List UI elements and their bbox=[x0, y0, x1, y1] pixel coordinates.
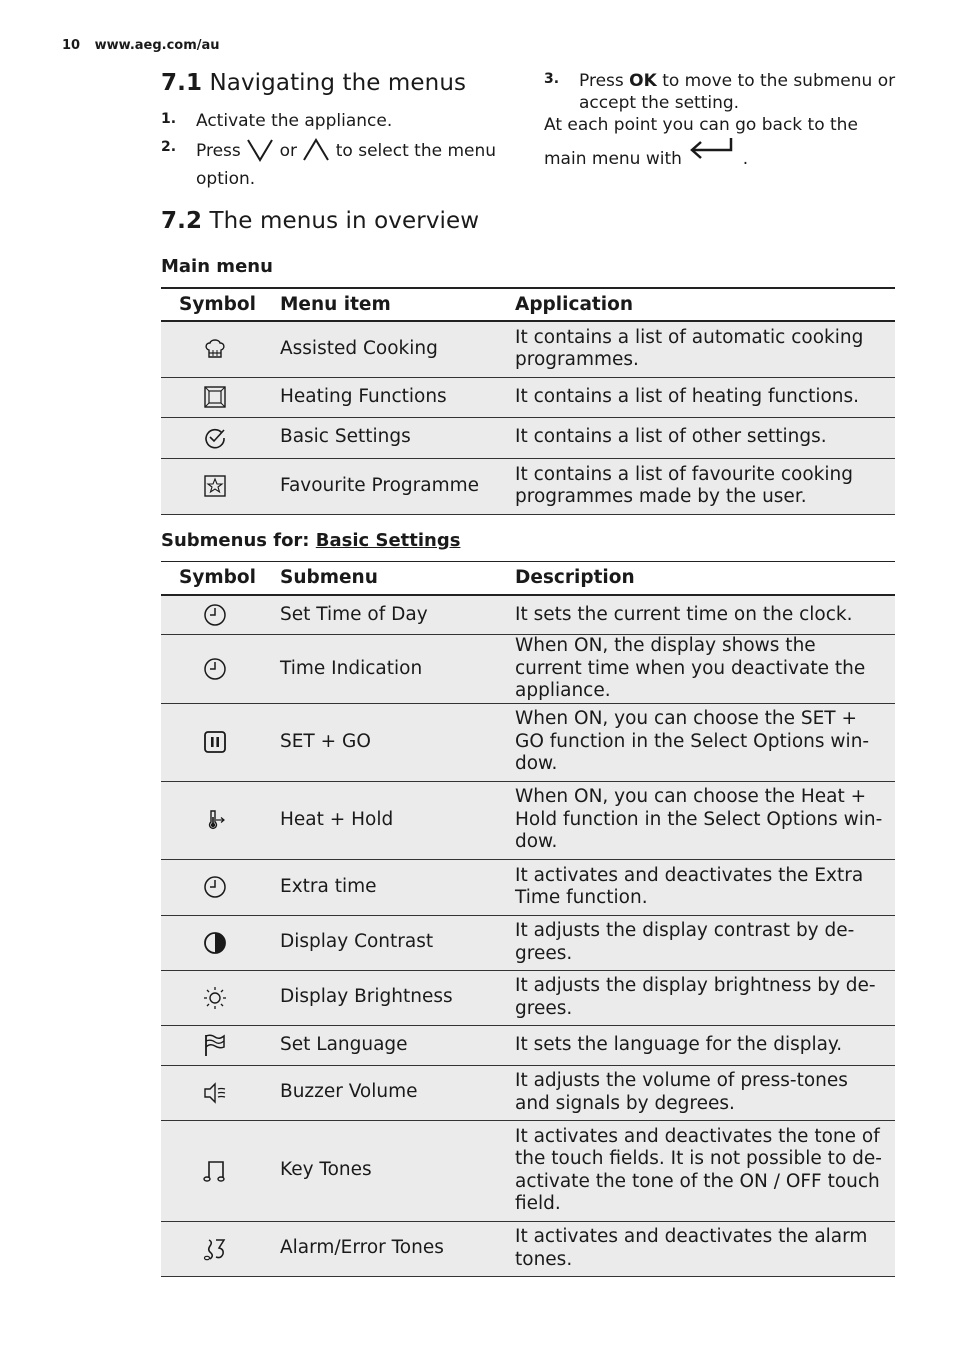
section-title-navigating: 7.1 Navigating the menus bbox=[161, 70, 467, 96]
clock-icon bbox=[202, 874, 228, 900]
table-row bbox=[161, 1065, 895, 1120]
table-row bbox=[161, 970, 895, 1025]
submenu-description: When ON, you can choose the Heat + Hold function in the Select Options win-dow. bbox=[505, 781, 895, 859]
table-row bbox=[161, 1120, 895, 1221]
contrast-icon bbox=[202, 930, 228, 956]
sun-icon bbox=[202, 985, 228, 1011]
page-header bbox=[62, 38, 220, 53]
section-navigating-cont bbox=[544, 70, 904, 176]
chevron-up-icon bbox=[302, 138, 330, 168]
basic-settings-link[interactable]: Basic Settings bbox=[315, 530, 461, 551]
check-circle-icon bbox=[202, 425, 228, 451]
music-note-icon bbox=[202, 1158, 228, 1184]
table-row bbox=[161, 377, 895, 417]
submenu-label: Set Time of Day bbox=[269, 595, 505, 635]
submenu-label: Set Language bbox=[269, 1025, 505, 1065]
submenu-label: Display Brightness bbox=[269, 970, 505, 1025]
table-row bbox=[161, 635, 895, 704]
back-note: At each point you can go back to the main menu with . bbox=[544, 114, 874, 176]
page-number: 10 bbox=[62, 38, 81, 53]
submenu-label: Display Contrast bbox=[269, 915, 505, 970]
submenu-description: It adjusts the display brightness by de-grees. bbox=[505, 970, 895, 1025]
site-url[interactable]: www.aeg.com/au bbox=[94, 38, 220, 53]
submenu-table bbox=[161, 561, 895, 1277]
section-title-overview: 7.2 The menus in overview bbox=[161, 208, 480, 234]
table-row bbox=[161, 417, 895, 458]
table-row bbox=[161, 859, 895, 915]
step-1: 1. Activate the appliance. bbox=[161, 111, 393, 131]
submenu-description: It adjusts the volume of press-tones and signals by degrees. bbox=[505, 1065, 895, 1120]
menu-item-description: It contains a list of heating functions. bbox=[505, 377, 895, 417]
menu-item-label: Assisted Cooking bbox=[269, 321, 505, 377]
submenu-label: Extra time bbox=[269, 859, 505, 915]
clock-icon bbox=[202, 656, 228, 682]
submenu-label: Key Tones bbox=[269, 1120, 505, 1221]
submenu-description: It activates and deactivates the alarm tones. bbox=[505, 1221, 895, 1276]
table-row bbox=[161, 703, 895, 781]
menu-item-label: Basic Settings bbox=[269, 417, 505, 458]
pause-box-icon bbox=[202, 729, 228, 755]
section-navigating bbox=[161, 70, 521, 190]
oven-icon bbox=[202, 384, 228, 410]
table-row bbox=[161, 458, 895, 514]
table-row bbox=[161, 595, 895, 635]
menu-item-label: Heating Functions bbox=[269, 377, 505, 417]
submenu-description: It sets the language for the display. bbox=[505, 1025, 895, 1065]
chef-hat-icon bbox=[202, 336, 228, 362]
column-header-application: Application bbox=[505, 288, 895, 321]
table-row bbox=[161, 1025, 895, 1065]
clock-icon bbox=[202, 602, 228, 628]
menu-item-description: It contains a list of favourite cooking programmes made by the user. bbox=[505, 458, 895, 514]
submenu-description: It adjusts the display contrast by de-grees. bbox=[505, 915, 895, 970]
speaker-icon bbox=[202, 1080, 228, 1106]
menu-item-label: Favourite Programme bbox=[269, 458, 505, 514]
submenu-label: Heat + Hold bbox=[269, 781, 505, 859]
column-header-menu-item: Menu item bbox=[269, 288, 505, 321]
submenu-description: It activates and deactivates the tone of the touch fields. It is not possible to de-activate the tone of the ON / OFF touch field. bbox=[505, 1120, 895, 1221]
chevron-down-icon bbox=[246, 138, 274, 168]
table-row bbox=[161, 915, 895, 970]
submenu-description: It activates and deactivates the Extra Time function. bbox=[505, 859, 895, 915]
submenu-label: Time Indication bbox=[269, 635, 505, 704]
menu-item-description: It contains a list of automatic cooking programmes. bbox=[505, 321, 895, 377]
submenu-heading: Submenus for: Basic Settings bbox=[161, 530, 461, 551]
column-header-symbol: Symbol bbox=[161, 288, 269, 321]
star-box-icon bbox=[202, 473, 228, 499]
submenu-description: When ON, the display shows the current time when you deactivate the appliance. bbox=[505, 635, 895, 704]
submenu-label: Alarm/Error Tones bbox=[269, 1221, 505, 1276]
menu-item-description: It contains a list of other settings. bbox=[505, 417, 895, 458]
table-row bbox=[161, 781, 895, 859]
table-header-row bbox=[161, 562, 895, 595]
alarm-tone-icon bbox=[202, 1236, 228, 1262]
main-menu-heading: Main menu bbox=[161, 256, 273, 277]
table-row bbox=[161, 321, 895, 377]
submenu-description: It sets the current time on the clock. bbox=[505, 595, 895, 635]
step-3: 3. Press OK to move to the submenu or accept the setting. bbox=[544, 71, 896, 113]
thermometer-icon bbox=[202, 807, 228, 833]
column-header-submenu: Submenu bbox=[269, 562, 505, 595]
column-header-symbol: Symbol bbox=[161, 562, 269, 595]
column-header-description: Description bbox=[505, 562, 895, 595]
submenu-label: SET + GO bbox=[269, 703, 505, 781]
table-header-row bbox=[161, 288, 895, 321]
back-arrow-icon bbox=[687, 136, 737, 176]
main-menu-table bbox=[161, 287, 895, 515]
submenu-description: When ON, you can choose the SET + GO function in the Select Options win-dow. bbox=[505, 703, 895, 781]
table-row bbox=[161, 1221, 895, 1276]
flag-icon bbox=[202, 1032, 228, 1058]
submenu-label: Buzzer Volume bbox=[269, 1065, 505, 1120]
step-2: 2. Press or to select the menu option. bbox=[161, 139, 497, 189]
